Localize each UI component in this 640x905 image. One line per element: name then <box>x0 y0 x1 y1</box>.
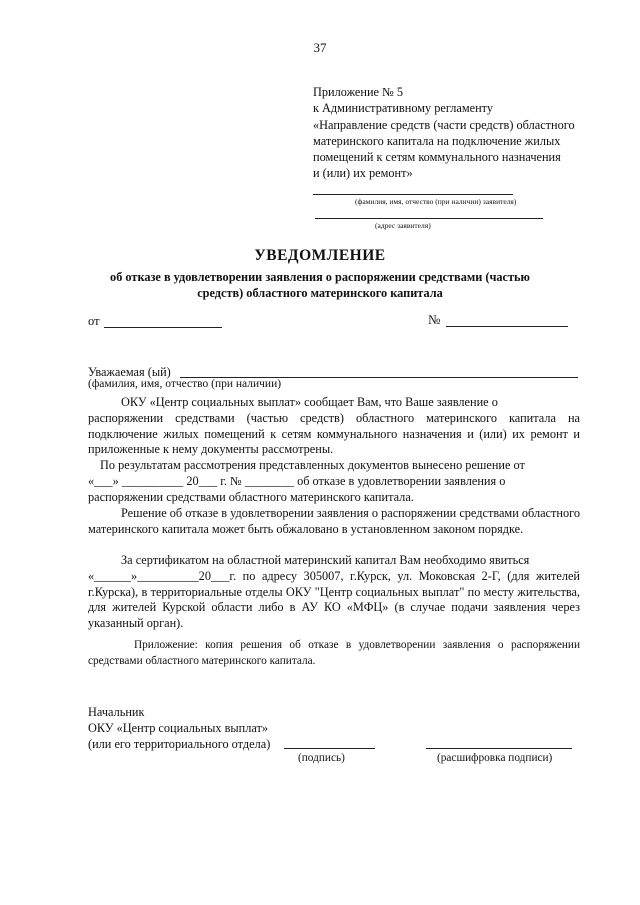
from-label: от <box>88 314 100 328</box>
paragraph-text: распоряжении средствами (частью средств) областного материнского капитала на подключение жилых помещений к сетям коммунального назначения и (или) их ремонт и приложенные к нему документы рассмотрены. <box>88 410 580 457</box>
paragraph-line: За сертификатом на областной материнский капитал Вам необходимо явиться <box>121 553 530 567</box>
paragraph-certificate <box>88 553 580 632</box>
signer-title: Начальник <box>88 705 145 719</box>
date-line <box>104 327 222 328</box>
annex-block <box>313 84 583 182</box>
signature-line <box>284 748 375 749</box>
annex-line: Приложение № 5 <box>313 85 404 99</box>
paragraph-decision <box>88 458 580 505</box>
paragraph-appeal: Решение об отказе в удовлетворении заявления о распоряжении средствами областного материнского капитала может быть обжаловано в установленном законом порядке. <box>88 506 580 536</box>
annex-line: и (или) их ремонт» <box>313 166 413 181</box>
document-title: УВЕДОМЛЕНИЕ <box>254 247 386 264</box>
paragraph-line: По результатам рассмотрения представленных документов вынесено решение от <box>100 458 525 472</box>
document-subtitle <box>0 269 640 301</box>
applicant-address-caption: (адрес заявителя) <box>375 221 431 230</box>
signature-decode-caption: (расшифровка подписи) <box>437 752 553 764</box>
paragraph-text: «______»__________20___г. по адресу 305007, г.Курск, ул. Моковская 2-Г, (для жителей г.Курска), в территориальные отделы ОКУ "Центр социальных выплат" по месту жительства, для жителей Курской области либо в АУ КО «МФЦ» (в случае подачи заявления через указанный орган). <box>88 568 580 631</box>
annex-line: к Административному регламенту <box>313 101 494 116</box>
annex-line: «Направление средств (части средств) областного <box>313 117 575 132</box>
number-label: № <box>428 312 441 327</box>
paragraph-line: распоряжении средствами областного материнского капитала. <box>88 489 414 504</box>
paragraph-line: «___» __________ 20___ г. № ________ об отказе в удовлетворении заявления о <box>88 473 506 488</box>
signature-caption: (подпись) <box>298 752 345 764</box>
paragraph-review <box>88 395 580 458</box>
signature-decode-line <box>426 748 572 749</box>
applicant-name-caption: (фамилия, имя, отчество (при наличии) заявителя) <box>355 197 517 206</box>
number-line <box>446 326 568 327</box>
signer-organization: ОКУ «Центр социальных выплат» <box>88 721 269 735</box>
applicant-address-line <box>315 218 543 219</box>
attachment-note: Приложение: копия решения об отказе в удовлетворении заявления о распоряжении средствами областного материнского капитала. <box>88 639 580 667</box>
subtitle-line: средств) областного материнского капитала <box>197 286 443 300</box>
annex-line: помещений к сетям коммунального назначения <box>313 150 561 165</box>
paragraph-line: ОКУ «Центр социальных выплат» сообщает Вам, что Ваше заявление о <box>121 395 498 409</box>
subtitle-line: об отказе в удовлетворении заявления о распоряжении средствами (частью <box>110 270 530 284</box>
applicant-name-line <box>313 194 513 195</box>
greeting-label: Уважаемая (ый) <box>88 365 171 379</box>
page-number: 37 <box>313 40 327 55</box>
recipient-name-caption: (фамилия, имя, отчество (при наличии) <box>88 378 282 390</box>
annex-line: материнского капитала на подключение жилых <box>313 133 561 148</box>
signer-department: (или его территориального отдела) <box>88 737 271 751</box>
